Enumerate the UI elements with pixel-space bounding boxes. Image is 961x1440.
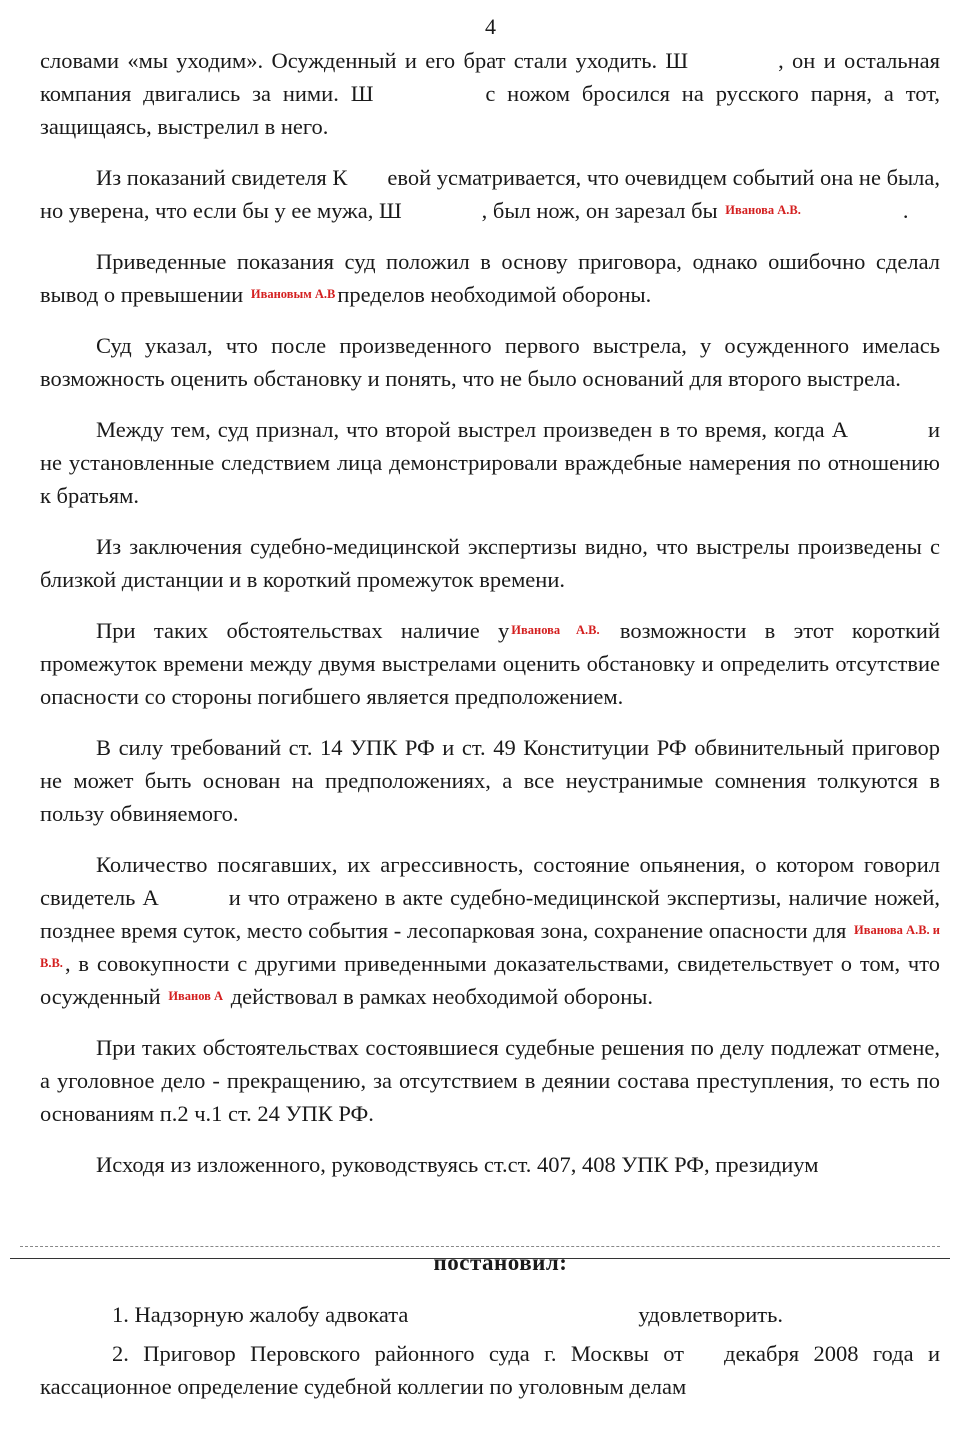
page-number: 4 xyxy=(485,14,496,39)
stamp-ivanova-av: Иванова А.В. xyxy=(725,203,801,217)
decision-item-2: 2. Приговор Перовского районного суда г. Москвы от декабря 2008 года и кассационное определение судебной коллегии по уголовным делам xyxy=(40,1341,940,1399)
paragraph-4: Суд указал, что после произведенного первого выстрела, у осужденного имелась возможность оценить обстановку и понять, что не было оснований для второго выстрела. xyxy=(40,333,940,391)
dashed-rule xyxy=(20,1246,940,1247)
paragraph-9: Количество посягавших, их агрессивность, состояние опьянения, о котором говорил свидетель А и что отражено в акте судебно-медицинской экспертизы, наличие ножей, позднее время суток, место события - лесопарковая зона, сохранение опасности для Иванова А.В. и В.В., в совокупности с другими приведенными доказательствами, свидетельствует о том, что осужденный Иванов А действовал в рамках необходимой обороны. xyxy=(40,852,941,1009)
stamp-ivanova-av-2: Иванова А.В. xyxy=(511,623,600,637)
paragraph-7: При таких обстоятельствах наличие у Иванова А.В. возможности в этот короткий промежуток времени между двумя выстрелами оценить обстановку и определить отсутствие опасности со стороны погибшего является предположением. xyxy=(40,618,940,709)
decision-item-1: 1. Надзорную жалобу адвоката удовлетворить. xyxy=(112,1302,783,1327)
paragraph-10: При таких обстоятельствах состоявшиеся судебные решения по делу подлежат отмене, а уголовное дело - прекращению, за отсутствием в деянии состава преступления, то есть по основаниям п.2 ч.1 ст. 24 УПК РФ. xyxy=(40,1035,940,1126)
paragraph-8: В силу требований ст. 14 УПК РФ и ст. 49 Конституции РФ обвинительный приговор не может быть основан на предположениях, а все неустранимые сомнения толкуются в пользу обвиняемого. xyxy=(40,735,940,826)
stamp-ivanov-a: Иванов А xyxy=(168,989,224,1003)
paragraph-6: Из заключения судебно-медицинской экспертизы видно, что выстрелы произведены с близкой дистанции и в короткий промежуток времени. xyxy=(40,534,940,592)
decision-heading: постановил: xyxy=(433,1250,568,1275)
paragraph-11: Исходя из изложенного, руководствуясь ст.ст. 407, 408 УПК РФ, президиум xyxy=(96,1152,819,1177)
document-body xyxy=(40,44,940,1199)
paragraph-3: Приведенные показания суд положил в основу приговора, однако ошибочно сделал вывод о превышении Ивановым А.Впределов необходимой обороны. xyxy=(40,249,940,307)
paragraph-5: Между тем, суд признал, что второй выстрел произведен в то время, когда А и не установленные следствием лица демонстрировали враждебные намерения по отношению к братьям. xyxy=(40,417,940,508)
decision-items xyxy=(40,1298,940,1409)
stamp-ivanova-av-vv: Иванова А.В. и В.В. xyxy=(40,923,941,970)
paragraph-1: словами «мы уходим». Осужденный и его брат стали уходить. Ш , он и остальная компания двигались за ними. Ш с ножом бросился на русского парня, а тот, защищаясь, выстрелил в него. xyxy=(40,48,941,139)
stamp-ivanovym-av: Ивановым А.В xyxy=(250,287,336,301)
paragraph-2: Из показаний свидетеля К евой усматривается, что очевидцем событий она не была, но уверена, что если бы у ее мужа, Ш , был нож, он зарезал бы Иванова А.В. . xyxy=(40,165,940,223)
